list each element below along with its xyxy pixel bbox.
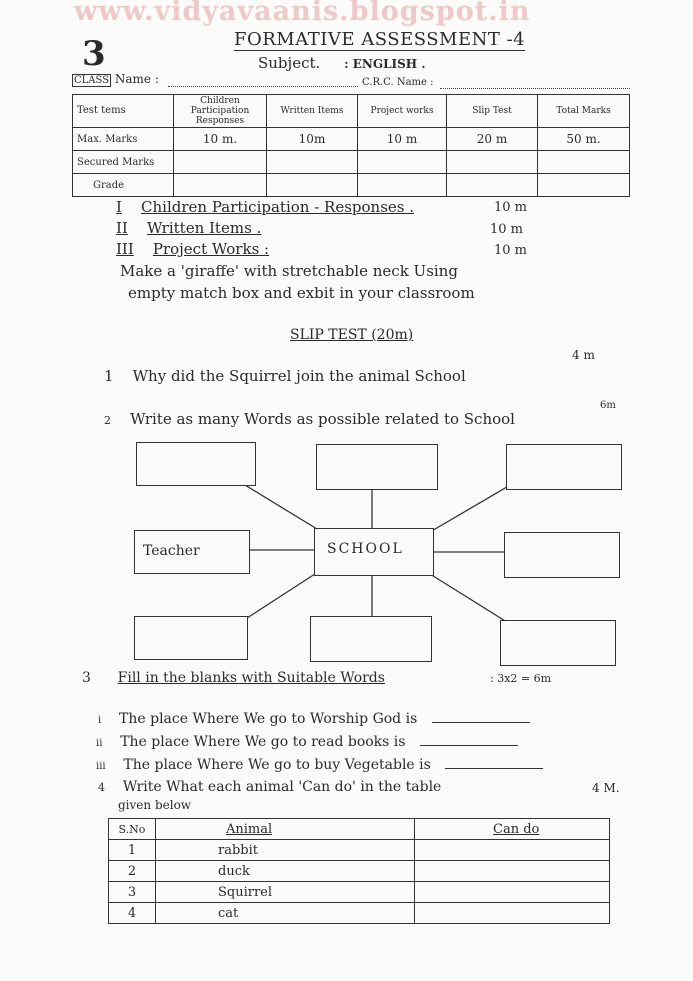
answer-blank[interactable] [420,745,518,746]
row-label: Secured Marks [73,151,174,174]
table-cell: duck [156,861,415,882]
word-box-blank[interactable] [316,444,438,490]
word-box-blank[interactable] [504,532,620,578]
header-cell: Project works [358,95,447,128]
table-cell: 10 m [358,128,447,151]
header-cell: Animal [156,819,415,840]
word-box-text: Teacher [143,543,200,559]
question-text: Write as many Words as possible related to School [130,410,515,428]
header-cell: Total Marks [538,95,630,128]
question-text: Write What each animal 'Can do' in the table [122,779,442,795]
section-title: Project Works : [152,240,270,258]
connector-line [430,484,512,532]
table-cell: 1 [109,840,156,861]
blank-number: iii [96,761,106,772]
answer-cell[interactable] [415,882,610,903]
watermark: www.vidyavaanis.blogspot.in [74,0,531,27]
question-number: 4 [98,781,105,794]
section-1-marks: 10 m [494,200,528,215]
center-box-text: SCHOOL [327,541,404,557]
section-numeral: III [116,240,134,258]
table-row [109,882,610,903]
question-text: Fill in the blanks with Suitable Words [117,670,385,686]
word-box-teacher[interactable] [134,530,250,574]
word-box-blank[interactable] [136,442,256,486]
name-label: Name : [114,72,159,86]
table-cell: rabbit [156,840,415,861]
table-cell: cat [156,903,415,924]
blank-line-1 [98,711,530,727]
table-cell: 10m [267,128,358,151]
section-3-marks: 10 m [494,243,528,258]
question-4 [98,779,441,795]
blank-text: The place Where We go to read books is [120,734,406,750]
word-box-blank[interactable] [500,620,616,666]
header-cell: Test tems [73,95,174,128]
question-4-continued: given below [118,798,192,812]
table-cell: 20 m [447,128,538,151]
page-number: 3 [82,34,106,74]
table-cell: 2 [109,861,156,882]
table-row [109,861,610,882]
section-title: Written Items . [146,219,262,237]
answer-cell[interactable] [415,840,610,861]
table-cell: Squirrel [156,882,415,903]
table-cell: 10 m. [174,128,267,151]
blank-text: The place Where We go to buy Vegetable is [123,757,431,773]
answer-cell[interactable] [415,903,610,924]
question-number: 2 [104,414,111,427]
section-numeral: II [116,219,128,237]
connector-line [240,482,322,532]
q1-marks: 4 m [572,348,595,362]
project-text-line-1: Make a 'giraffe' with stretchable neck Using [120,262,458,280]
header-cell: Slip Test [447,95,538,128]
center-box-school [314,528,434,576]
table-cell: 3 [109,882,156,903]
subject-value: : ENGLISH . [344,57,426,71]
q3-marks: : 3x2 = 6m [490,672,552,685]
section-2-marks: 10 m [490,222,524,237]
connector-line [430,574,510,624]
question-number: 3 [82,670,91,686]
row-label: Max. Marks [73,128,174,151]
blank-number: i [98,715,102,726]
q2-marks: 6m [600,400,616,411]
word-box-blank[interactable] [310,616,432,662]
animal-table [108,818,610,924]
title-text: FORMATIVE ASSESSMENT -4 [234,29,526,50]
answer-blank[interactable] [432,722,530,723]
subject-label: Subject. [258,54,321,72]
section-title: Children Participation - Responses . [141,198,415,216]
animal-table-header [109,819,610,840]
table-cell: 50 m. [538,128,630,151]
project-text-line-2: empty match box and exbit in your classroom [128,284,475,302]
header-cell: S.No [109,819,156,840]
blank-line-2 [96,734,518,750]
answer-blank[interactable] [445,768,543,769]
connector-line [244,572,318,620]
row-label: Grade [73,174,174,197]
answer-cell[interactable] [415,861,610,882]
question-number: 1 [104,367,114,385]
table-row [109,840,610,861]
question-3 [82,670,385,686]
table-cell: 4 [109,903,156,924]
header-cell: Children Participation Responses [174,95,267,128]
header-cell: Written Items [267,95,358,128]
section-numeral: I [116,198,122,216]
slip-test-heading: SLIP TEST (20m) [290,327,414,343]
q4-marks: 4 M. [592,781,620,795]
table-row [109,903,610,924]
class-label: CLASS [74,75,110,86]
question-text: Why did the Squirrel join the animal School [132,367,466,385]
blank-text: The place Where We go to Worship God is [119,711,418,727]
header-cell: Can do [415,819,610,840]
blank-number: ii [96,738,103,749]
word-box-blank[interactable] [506,444,622,490]
crc-name-label: C.R.C. Name : [362,77,434,88]
blank-line-3 [96,757,543,773]
word-box-blank[interactable] [134,616,248,660]
